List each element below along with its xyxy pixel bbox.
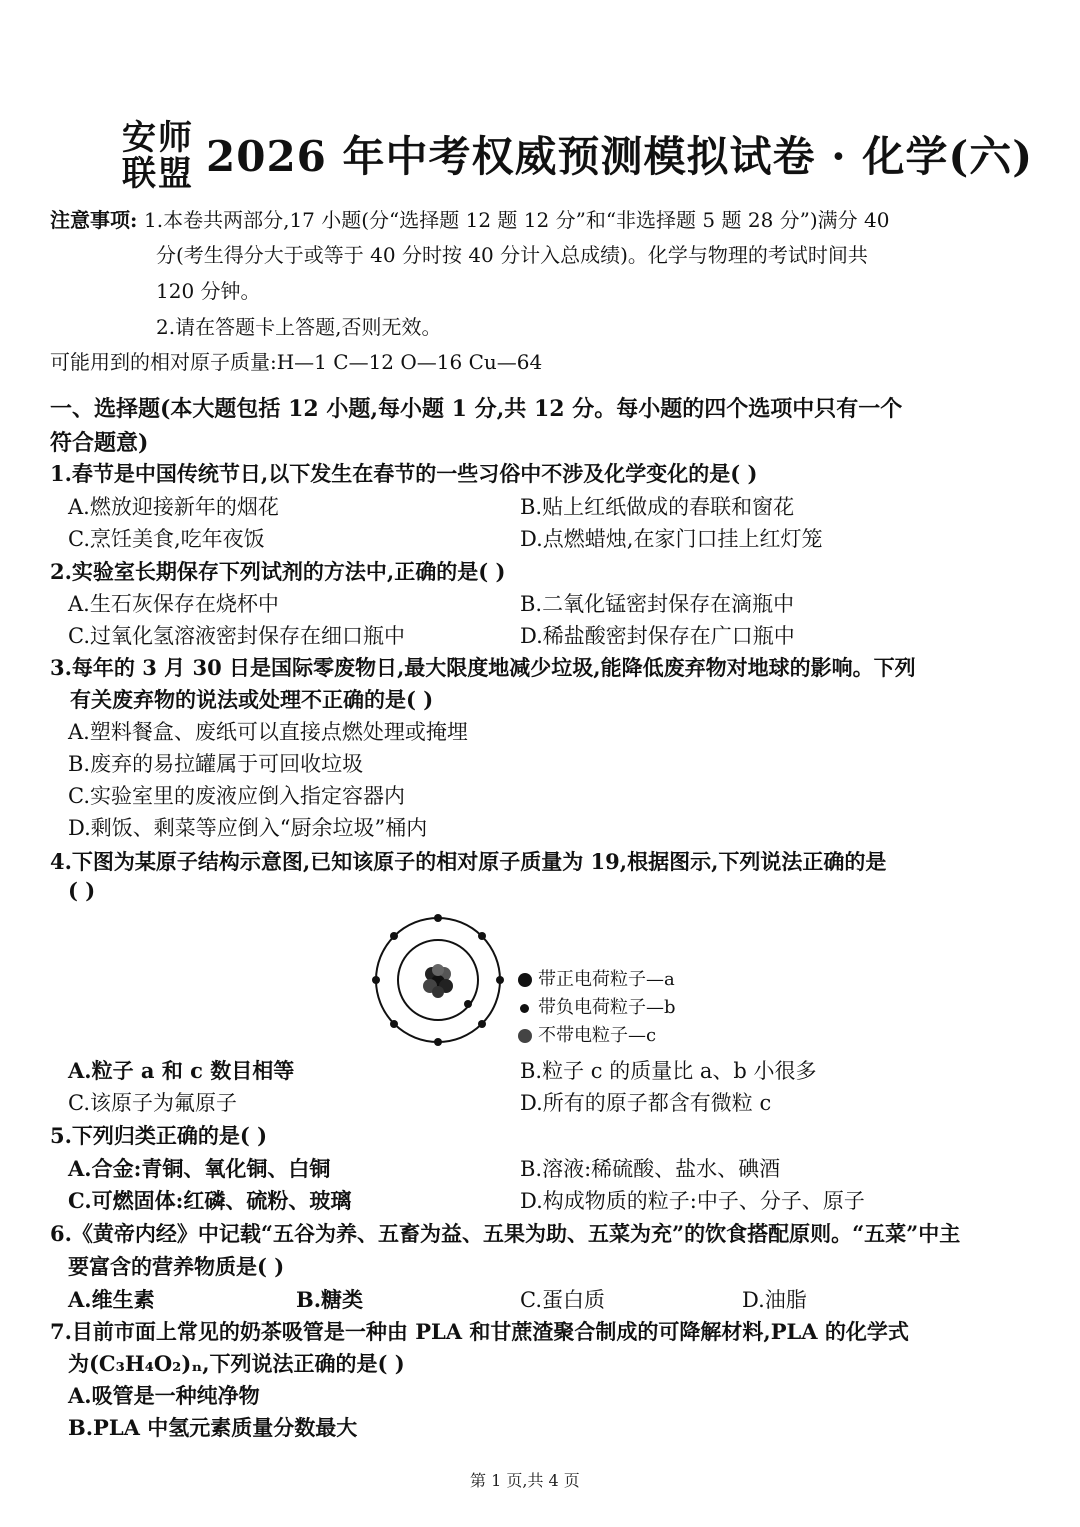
question-6-stem-line-2: 要富含的营养物质是( ) [68,1254,285,1279]
question-3-stem-line-1: 3.每年的 3 月 30 日是国际零废物日,最大限度地减少垃圾,能降低废弃物对地球的影响。下列 [50,655,916,680]
question-6-stem-line-1: 6.《黄帝内经》中记载“五谷为养、五畜为益、五果为助、五菜为充”的饮食搭配原则。“五菜”中主 [50,1221,961,1246]
negative-particle-icon [520,1004,529,1013]
page-footer: 第 1 页,共 4 页 [470,1471,580,1490]
atom-structure-diagram [370,912,510,1048]
q2-option-c: C.过氧化氢溶液密封保存在细口瓶中 [68,624,405,648]
q4-option-c: C.该原子为氟原子 [68,1091,237,1115]
notes-label: 注意事项: [50,208,138,232]
question-7-stem-line-1: 7.目前市面上常见的奶茶吸管是一种由 PLA 和甘蔗渣聚合制成的可降解材料,PLA 的化学式 [50,1319,909,1344]
q1-option-b: B.贴上红纸做成的春联和窗花 [520,495,795,519]
q5-option-a: A.合金:青铜、氧化铜、白铜 [68,1156,331,1181]
legend-neutral-label: 不带电粒子—c [538,1025,657,1046]
legend-negative [518,993,676,1019]
q5-option-d: D.构成物质的粒子:中子、分子、原子 [520,1189,865,1213]
legend-neutral [518,1021,656,1047]
q4-option-a: A.粒子 a 和 c 数目相等 [68,1058,295,1083]
logo-line-1: 安师 [122,118,194,158]
q3-option-a: A.塑料餐盒、废纸可以直接点燃处理或掩埋 [68,720,468,744]
q2-option-b: B.二氧化锰密封保存在滴瓶中 [520,592,795,616]
notes-line-2: 分(考生得分大于或等于 40 分时按 40 分计入总成绩)。化学与物理的考试时间共 [156,243,868,267]
q5-option-b: B.溶液:稀硫酸、盐水、碘酒 [520,1157,781,1181]
q3-option-d: D.剩饭、剩菜等应倒入“厨余垃圾”桶内 [68,816,428,840]
q6-option-d: D.油脂 [742,1288,807,1312]
question-4-stem-line-2: ( ) [68,878,96,903]
atomic-masses: 可能用到的相对原子质量:H—1 C—12 O—16 Cu—64 [50,350,543,374]
legend-positive [518,965,675,991]
q1-option-c: C.烹饪美食,吃年夜饭 [68,527,265,551]
q4-option-d: D.所有的原子都含有微粒 c [520,1091,772,1115]
exam-title: 2026 年中考权威预测模拟试卷 · 化学(六) [206,132,1034,181]
question-1-stem: 1.春节是中国传统节日,以下发生在春节的一些习俗中不涉及化学变化的是( ) [50,461,758,486]
publisher-logo [122,120,202,192]
q3-option-c: C.实验室里的废液应倒入指定容器内 [68,784,405,808]
q4-option-b: B.粒子 c 的质量比 a、b 小很多 [520,1059,817,1083]
q6-option-c: C.蛋白质 [520,1288,605,1312]
nucleus [423,964,453,998]
q7-option-a: A.吸管是一种纯净物 [68,1383,260,1408]
notes-line-3: 120 分钟。 [156,279,261,303]
neutral-particle-icon [518,1029,532,1043]
section-heading-line-2: 符合题意) [50,430,149,456]
question-5-stem: 5.下列归类正确的是( ) [50,1123,268,1148]
q6-option-a: A.维生素 [68,1287,155,1312]
notes-line-4: 2.请在答题卡上答题,否则无效。 [156,315,442,339]
section-heading-line-1: 一、选择题(本大题包括 12 小题,每小题 1 分,共 12 分。每小题的四个选项中只有一个 [50,396,903,422]
logo-line-2: 联盟 [122,154,194,194]
q2-option-d: D.稀盐酸密封保存在广口瓶中 [520,624,795,648]
q6-option-b: B.糖类 [296,1287,364,1312]
legend-negative-label: 带负电荷粒子—b [538,997,676,1018]
q7-option-b: B.PLA 中氢元素质量分数最大 [68,1415,358,1440]
q3-option-b: B.废弃的易拉罐属于可回收垃圾 [68,752,364,776]
q2-option-a: A.生石灰保存在烧杯中 [68,592,279,616]
legend-positive-label: 带正电荷粒子—a [538,969,675,990]
notes-line-1: 1.本卷共两部分,17 小题(分“选择题 12 题 12 分”和“非选择题 5 题 28 分”)满分 40 [144,208,890,232]
q1-option-a: A.燃放迎接新年的烟花 [68,495,279,519]
question-7-stem-line-2: 为(C₃H₄O₂)ₙ,下列说法正确的是( ) [68,1351,405,1376]
q5-option-c: C.可燃固体:红磷、硫粉、玻璃 [68,1188,352,1213]
question-2-stem: 2.实验室长期保存下列试剂的方法中,正确的是( ) [50,559,506,584]
q1-option-d: D.点燃蜡烛,在家门口挂上红灯笼 [520,527,823,551]
question-3-stem-line-2: 有关废弃物的说法或处理不正确的是( ) [70,687,434,712]
question-4-stem-line-1: 4.下图为某原子结构示意图,已知该原子的相对原子质量为 19,根据图示,下列说法正确的是 [50,849,887,874]
positive-particle-icon [518,973,532,987]
